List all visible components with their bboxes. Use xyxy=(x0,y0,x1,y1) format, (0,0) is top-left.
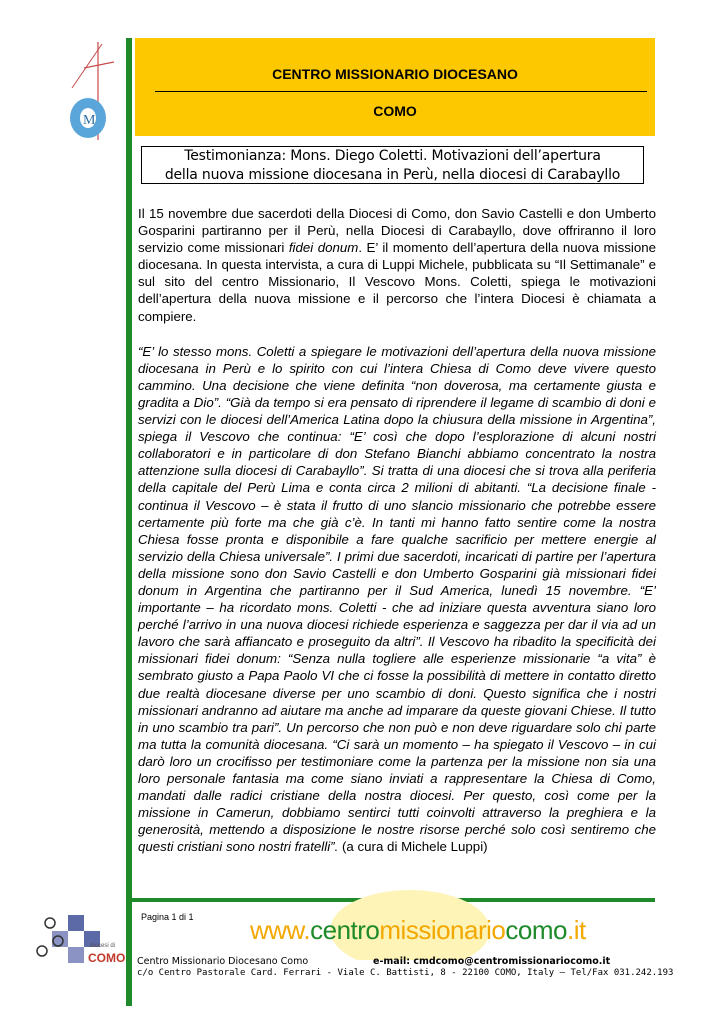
diocese-como-logo xyxy=(28,905,128,975)
header-divider xyxy=(155,91,647,92)
footer-contact xyxy=(137,956,657,967)
title-line-2: della nuova missione diocesana in Perù, nella diocesi di Carabayllo xyxy=(164,167,621,183)
site-como: como xyxy=(505,915,567,945)
logo-big-text: COMO xyxy=(88,951,126,965)
footer-address: c/o Centro Pastorale Card. Ferrari - Viale C. Battisti, 8 - 22100 COMO, Italy – Tel/Fax 031.242.193 xyxy=(137,968,674,978)
diocese-cross-logo xyxy=(58,40,114,142)
footer-email: e-mail: cmdcomo@centromissionariocomo.it xyxy=(373,956,611,967)
site-www: www. xyxy=(250,915,311,945)
quote-credit: (a cura di Michele Luppi) xyxy=(338,839,488,855)
org-city: COMO xyxy=(373,103,417,119)
intro-fidei-donum: fidei donum xyxy=(288,240,359,256)
page-number: Pagina 1 di 1 xyxy=(141,912,194,922)
site-it: .it xyxy=(566,915,586,945)
website-banner xyxy=(250,915,586,946)
article-title xyxy=(141,146,644,184)
site-centro: centro xyxy=(310,915,380,945)
quote-text: “E’ lo stesso mons. Coletti a spiegare le motivazioni dell’apertura della nuova missione diocesana in Perù e lo spirito con cui l’intera Chiesa di Como deve vivere questo cammino. Una decisione che viene definita “non doverosa, ma certamente giusta e gradita a Dio”. “Già da tempo si era pensato di riprendere il legame di scambio di doni e servizi con le diocesi dell’America Latina dopo la chiusura della missione in Argentina”, spiega il Vescovo che continua: “E’ così che dopo l’esplorazione di alcuni nostri collaboratori e in particolare di don Stefano Bianchi abbiamo concentrato la nostra attenzione sulla diocesi di Carabayllo”. Si tratta di una diocesi che si trova alla periferia della capitale del Perù Lima e conta circa 2 milioni di abitanti. “La decisione finale - continua il Vescovo – è stata il frutto di uno slancio missionario che potrebbe essere certamente più forte ma che già c’è. In tanti mi hanno fatto sentire come la nostra Chiesa fosse pronta e disponibile a fare qualche sacrificio per mettere energie al servizio della Chiesa universale”. I primi due sacerdoti, incaricati di partire per l’apertura della missione sono don Savio Castelli e don Umberto Gosparini già missionari fidei donum in Argentina che partiranno per il Sud America, lunedì 15 novembre. “E’ importante – ha ricordato mons. Coletti - che ad iniziare questa avventura siano loro perché l’arrivo in una nuova diocesi richiede esperienza e saggezza per dar il via ad un lavoro che sarà affiancato e proseguito da altri”. Il Vescovo ha ribadito la specificità dei missionari fidei donum: “Senza nulla togliere alle esperienze missionarie “a vita” è sembrato giusto a Papa Paolo VI che ci fosse la possibilità di mettere in contatto diretto due realtà diocesane diverse per uno scambio di doni. Questo significa che i nostri missionari andranno ad aiutare ma anche ad imparare da queste giovani Chiese. Il tutto in uno scambio tra pari”. Un percorso che non può e non deve riguardare solo chi parte ma tutta la comunità diocesana. “Ci sarà un momento – ha spiegato il Vescovo – in cui darò loro un crocifisso per testimoniare come la partenza per la missione non sia una loro personale fantasia ma come siano inviati a rappresentare la Chiesa di Como, mandati dalle radici cristiane della nostra diocesi. Per questo, così come per la missione in Camerun, dobbiamo sentirci tutti coinvolti attraverso la preghiera e la generosità, mettendo a disposizione le nostre risorse perché solo così sentiremo che questi cristiani sono nostri fratelli”. xyxy=(138,343,656,855)
site-missionario: missionario xyxy=(379,915,506,945)
intro-text-2: . E’ il momento dell’apertura della nuova missione diocesana. In questa intervista, a cura di Luppi Michele, pubblicata su “Il Settimanale” e sul sito del centro Missionario, Il Vescovo Mons. Coletti, spiega le motivazioni dell’apertura della nuova missione e il percorso che l’intera Diocesi è chiamata a compiere. xyxy=(138,240,657,324)
title-line-1: Testimonianza: Mons. Diego Coletti. Motivazioni dell’apertura xyxy=(184,148,601,164)
logo-small-text: diocesi di xyxy=(90,943,116,949)
left-green-bar xyxy=(126,38,132,1006)
svg-text:M: M xyxy=(83,113,96,128)
header-banner xyxy=(135,38,655,136)
intro-text-1: Il 15 novembre due sacerdoti della Diocesi di Como, don Savio Castelli e don Umberto Gosparini partiranno per il Perù, nella Diocesi di Carabayllo, dove offriranno il loro servizio come missionari xyxy=(138,206,656,256)
quote-paragraph xyxy=(138,343,656,856)
footer-org-name: Centro Missionario Diocesano Como xyxy=(137,956,309,967)
article-body xyxy=(138,205,656,855)
org-name: CENTRO MISSIONARIO DIOCESANO xyxy=(272,66,518,82)
intro-paragraph xyxy=(138,205,656,325)
